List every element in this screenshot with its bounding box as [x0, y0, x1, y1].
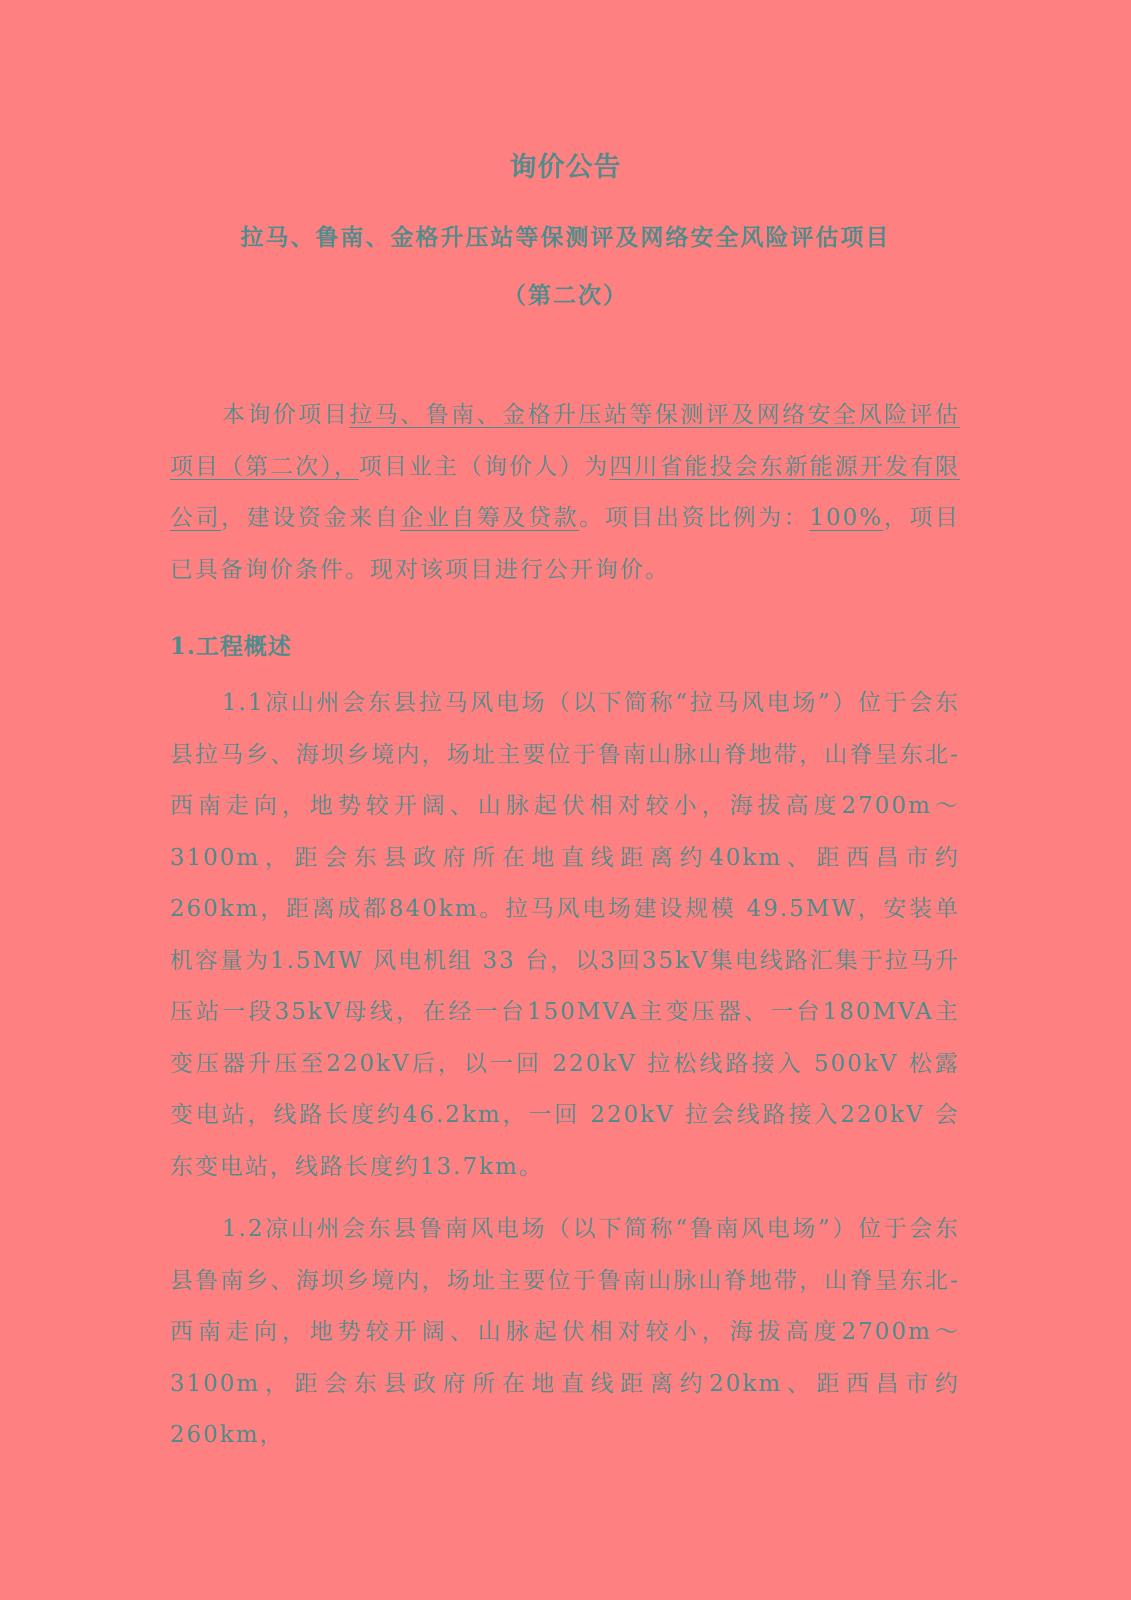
section-heading-overview: 1.工程概述: [170, 633, 293, 660]
intro-paragraph: [170, 390, 960, 596]
intro-owner: 四川省能投会东新能源开发有限公司: [170, 453, 961, 531]
intro-ratio: 100%: [809, 505, 884, 531]
intro-funding: 企业自筹及贷款: [400, 505, 580, 531]
paragraph-1-1: 1.1凉山州会东县拉马风电场（以下简称“拉马风电场”）位于会东县拉马乡、海坝乡境内，场址主要位于鲁南山脉山脊地带，山脊呈东北-西南走向，地势较开阔、山脉起伏相对较小，海拔高度2700m～3100m，距会东县政府所在地直线距离约40km、距西昌市约260km，距离成都840km。拉马风电场建设规模 49.5MW，安装单机容量为1.5MW 风电机组 33 台，以3回35kV集电线路汇集于拉马升压站一段35kV母线，在经一台150MVA主变压器、一台180MVA主变压器升压至220kV后，以一回 220kV 拉松线路接入 500kV 松露变电站，线路长度约46.2km，一回 220kV 拉会线路接入220kV 会东变电站，线路长度约13.7km。: [170, 690, 960, 1180]
paragraph-1-2: 1.2凉山州会东县鲁南风电场（以下简称“鲁南风电场”）位于会东县鲁南乡、海坝乡境内，场址主要位于鲁南山脉山脊地带，山脊呈东北-西南走向，地势较开阔、山脉起伏相对较小，海拔高度2700m～3100m，距会东县政府所在地直线距离约20km、距西昌市约260km，: [170, 1216, 960, 1448]
intro-text-4: 。项目出资比例为：: [579, 505, 810, 531]
intro-text-3: ，建设资金来自: [221, 505, 401, 531]
intro-text-2: 项目业主（询价人）为: [358, 453, 610, 480]
intro-text-1: 本询价项目: [222, 402, 350, 428]
project-subtitle-note: （第二次）: [503, 282, 628, 309]
project-subtitle: 拉马、鲁南、金格升压站等保测评及网络安全风险评估项目: [240, 224, 891, 251]
document-title: 询价公告: [509, 152, 622, 183]
intro-text-5: ，项目已具备询价条件。现对该项目进行公开询价。: [170, 505, 961, 583]
intro-project-name: 拉马、鲁南、金格升压站等保测评及网络安全风险评估项目（第二次），: [170, 402, 961, 480]
